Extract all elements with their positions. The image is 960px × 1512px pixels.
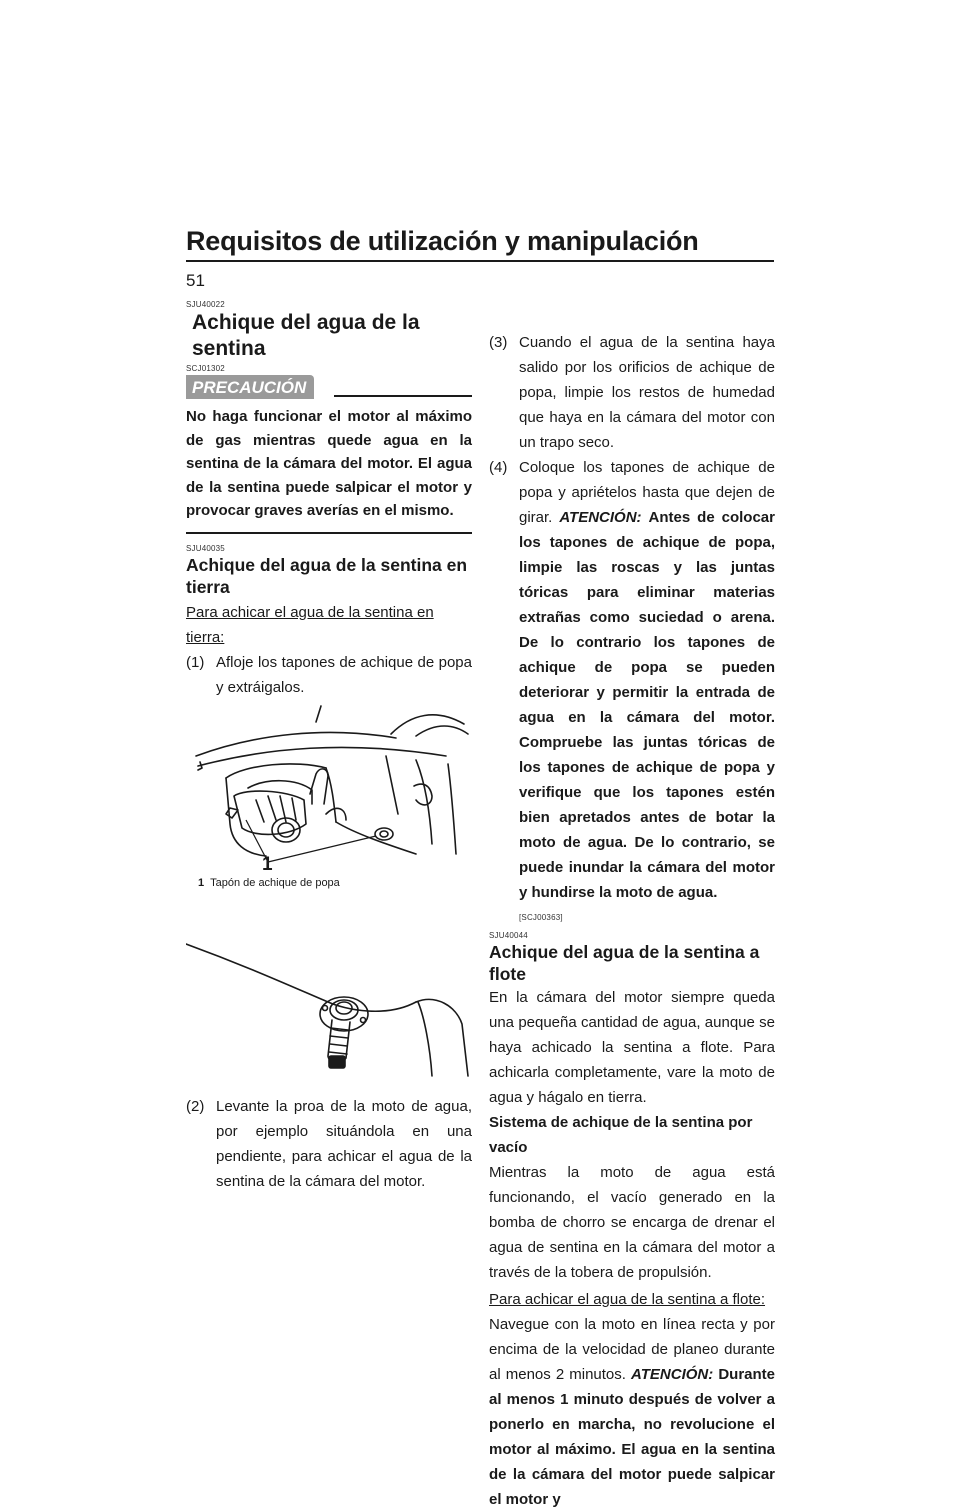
caution-code: SCJ01302 (186, 364, 225, 373)
step-1 (186, 650, 472, 700)
caption-text: Tapón de achique de popa (210, 876, 340, 889)
step-number: (4) (489, 459, 508, 476)
step-4 (489, 455, 775, 905)
caution-rule (334, 395, 472, 397)
step-text: Cuando el agua de la sentina haya salido por los orificios de achique de popa, limpie los restos de humedad que haya en la cámara del motor con un trapo seco. (519, 334, 775, 451)
step-number: (2) (186, 1097, 205, 1115)
paragraph-vacuum: Mientras la moto de agua está funcionando, el vacío generado en la bomba de chorro se encarga de drenar el agua de sentina en la cámara del motor a través de la tobera de propulsión. (489, 1164, 775, 1281)
navigate-text: Navegue con la moto en línea recta y por encima de la velocidad de planeo durante al menos 2 minutos. (489, 1316, 775, 1383)
step-number: (1) (186, 653, 205, 671)
caution-header (186, 375, 472, 399)
attention-text: Durante al menos 1 minuto después de volver a ponerlo en marcha, no revolucione el motor al máximo. El agua en la sentina de la cámara del motor puede salpicar el motor y (489, 1366, 776, 1508)
procedure-lead: Para achicar el agua de la sentina en tierra: (186, 603, 434, 646)
attention-text: Antes de colocar los tapones de achique de popa, limpie las roscas y las juntas tóricas para eliminar materias extrañas como suciedad o arena. De lo contrario los tapones de achique de popa se pueden deteriorar y permitir la entrada de agua en la cámara del motor. Compruebe las juntas tóricas de los tapones de achique de popa y verifique que los tapones estén bien apretados antes de botar la moto de agua. De lo contrario, se puede inundar la cámara del motor y hundirse la moto de agua. (519, 509, 775, 901)
section-code: SJU40022 (186, 300, 225, 309)
attention-label: ATENCIÓN: (631, 1366, 714, 1383)
caution-text: No haga funcionar el motor al máximo de gas mientras quede agua en la sentina de la cámara del motor. El agua de la sentina puede salpicar el motor y provocar graves averías en el mismo. (186, 408, 472, 519)
caution-end-rule (186, 532, 472, 534)
paragraph-afloat: En la cámara del motor siempre queda una pequeña cantidad de agua, aunque se haya achicado la sentina a flote. Para achicarla completamente, vare la moto de agua y hágalo en tierra. (489, 989, 775, 1106)
caution-label: PRECAUCIÓN (186, 375, 314, 399)
step-number: (3) (489, 334, 508, 351)
paragraph-navigate (489, 1312, 775, 1512)
section-title: Achique del agua de la sentina (192, 311, 420, 360)
step-3 (489, 330, 775, 455)
procedure-lead-afloat: Para achicar el agua de la sentina a flote: (489, 1291, 766, 1308)
step-text: Coloque los tapones de achique de popa y apriételos hasta que dejen de girar. (519, 459, 775, 526)
drain-plug-illustration (186, 906, 472, 1086)
figure-caption (198, 876, 472, 890)
engine-compartment-illustration (186, 704, 472, 874)
figure-callout-1: 1 (262, 853, 273, 874)
page-title: Requisitos de utilización y manipulación (186, 226, 699, 256)
step-text-block (519, 455, 775, 905)
subsection-code: SJU40044 (489, 931, 528, 940)
subsection-title-afloat: Achique del agua de la sentina a flote (489, 942, 760, 984)
reference-code: [SCJ00363] (519, 913, 563, 922)
left-column (186, 300, 472, 1194)
subsection-code: SJU40035 (186, 543, 225, 553)
subsection-title-land: Achique del agua de la sentina en tierra (186, 554, 468, 597)
vacuum-system-heading: Sistema de achique de la sentina por vacío (489, 1114, 753, 1156)
page-header (186, 224, 774, 262)
step-text: Levante la proa de la moto de agua, por ejemplo situándola en una pendiente, para achicar el agua de la sentina de la cámara del motor. (216, 1097, 472, 1190)
attention-label: ATENCIÓN: (559, 509, 642, 526)
caption-number: 1 (198, 876, 205, 889)
step-2 (186, 1094, 472, 1194)
right-column (489, 330, 775, 1512)
step-text: Afloje los tapones de achique de popa y extráigalos. (216, 653, 472, 696)
page-number: 51 (186, 271, 205, 290)
